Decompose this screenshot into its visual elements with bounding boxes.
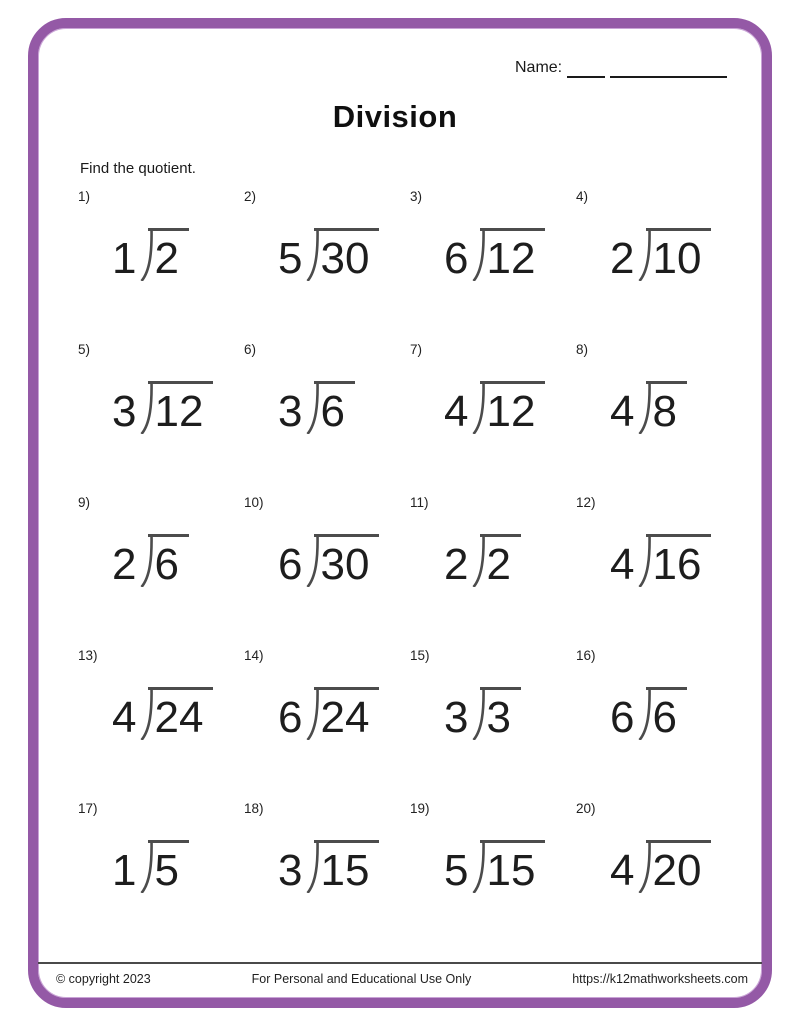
long-division-expression (112, 228, 189, 281)
problem-number: 14) (244, 648, 264, 663)
problem-number: 11) (410, 495, 429, 510)
name-blank-line (610, 59, 727, 78)
problem-number: 16) (576, 648, 596, 663)
problem-cell (244, 797, 410, 950)
long-division-expression (444, 687, 521, 740)
dividend: 24 (314, 687, 379, 740)
divisor: 4 (610, 846, 635, 895)
divisor: 2 (112, 540, 137, 589)
long-division-expression (278, 687, 379, 740)
long-division-expression (610, 228, 711, 281)
problem-cell (576, 185, 742, 338)
divisor: 6 (278, 693, 303, 742)
footer-url: https://k12mathworksheets.com (572, 972, 748, 986)
long-division-expression (112, 534, 189, 587)
divisor: 6 (444, 234, 469, 283)
divisor: 3 (278, 846, 303, 895)
divisor: 4 (444, 387, 469, 436)
dividend: 6 (646, 687, 686, 740)
problem-cell (78, 644, 244, 797)
divisor: 1 (112, 846, 137, 895)
problem-number: 7) (410, 342, 423, 357)
problem-cell (78, 491, 244, 644)
problem-cell (410, 644, 576, 797)
page-title: Division (332, 99, 458, 134)
long-division-expression (112, 687, 213, 740)
problem-number: 6) (244, 342, 257, 357)
problem-cell (576, 491, 742, 644)
dividend: 12 (480, 228, 545, 281)
divisor: 6 (610, 693, 635, 742)
dividend: 6 (148, 534, 188, 587)
problem-number: 15) (410, 648, 430, 663)
dividend: 3 (480, 687, 520, 740)
problem-cell (410, 797, 576, 950)
problem-number: 10) (244, 495, 264, 510)
divisor: 4 (610, 540, 635, 589)
problem-cell (576, 797, 742, 950)
problem-cell (78, 185, 244, 338)
long-division-expression (278, 228, 379, 281)
problem-cell (244, 491, 410, 644)
divisor: 2 (444, 540, 469, 589)
footer-usage-note: For Personal and Educational Use Only (251, 972, 472, 986)
problem-cell (78, 797, 244, 950)
long-division-expression (610, 381, 687, 434)
dividend: 30 (314, 534, 379, 587)
problem-cell (244, 644, 410, 797)
divisor: 4 (610, 387, 635, 436)
problem-number: 9) (78, 495, 91, 510)
divisor: 3 (278, 387, 303, 436)
footer-copyright: © copyright 2023 (56, 972, 151, 986)
dividend: 24 (148, 687, 213, 740)
name-field (515, 58, 727, 78)
dividend: 12 (148, 381, 213, 434)
long-division-expression (112, 381, 213, 434)
long-division-expression (444, 381, 545, 434)
problem-cell (576, 644, 742, 797)
problem-number: 3) (410, 189, 423, 204)
long-division-expression (444, 534, 521, 587)
problem-cell (410, 185, 576, 338)
instruction-text: Find the quotient. (80, 160, 196, 177)
problem-number: 12) (576, 495, 596, 510)
problems-grid (78, 185, 742, 950)
long-division-expression (444, 840, 545, 893)
divisor: 1 (112, 234, 137, 283)
problem-cell (244, 338, 410, 491)
dividend: 5 (148, 840, 188, 893)
long-division-expression (610, 534, 711, 587)
dividend: 10 (646, 228, 711, 281)
divisor: 3 (444, 693, 469, 742)
long-division-expression (610, 840, 711, 893)
dividend: 2 (148, 228, 188, 281)
divisor: 5 (278, 234, 303, 283)
problem-cell (78, 338, 244, 491)
problem-number: 1) (78, 189, 91, 204)
problem-number: 2) (244, 189, 257, 204)
problem-cell (576, 338, 742, 491)
divisor: 6 (278, 540, 303, 589)
dividend: 15 (314, 840, 379, 893)
problem-number: 5) (78, 342, 91, 357)
dividend: 2 (480, 534, 520, 587)
long-division-expression (112, 840, 189, 893)
dividend: 30 (314, 228, 379, 281)
dividend: 12 (480, 381, 545, 434)
problem-number: 20) (576, 801, 596, 816)
long-division-expression (610, 687, 687, 740)
problem-number: 13) (78, 648, 98, 663)
dividend: 6 (314, 381, 354, 434)
problem-number: 19) (410, 801, 430, 816)
footer (38, 962, 762, 986)
problem-cell (410, 338, 576, 491)
problem-number: 17) (78, 801, 98, 816)
problem-cell (244, 185, 410, 338)
problem-number: 8) (576, 342, 589, 357)
dividend: 20 (646, 840, 711, 893)
name-label: Name: (515, 59, 563, 76)
problem-number: 4) (576, 189, 589, 204)
problem-number: 18) (244, 801, 264, 816)
divisor: 4 (112, 693, 137, 742)
long-division-expression (278, 840, 379, 893)
problem-cell (410, 491, 576, 644)
long-division-expression (278, 534, 379, 587)
name-blank-line (567, 59, 605, 78)
dividend: 8 (646, 381, 686, 434)
dividend: 16 (646, 534, 711, 587)
long-division-expression (444, 228, 545, 281)
divisor: 3 (112, 387, 137, 436)
divisor: 2 (610, 234, 635, 283)
divisor: 5 (444, 846, 469, 895)
dividend: 15 (480, 840, 545, 893)
long-division-expression (278, 381, 355, 434)
